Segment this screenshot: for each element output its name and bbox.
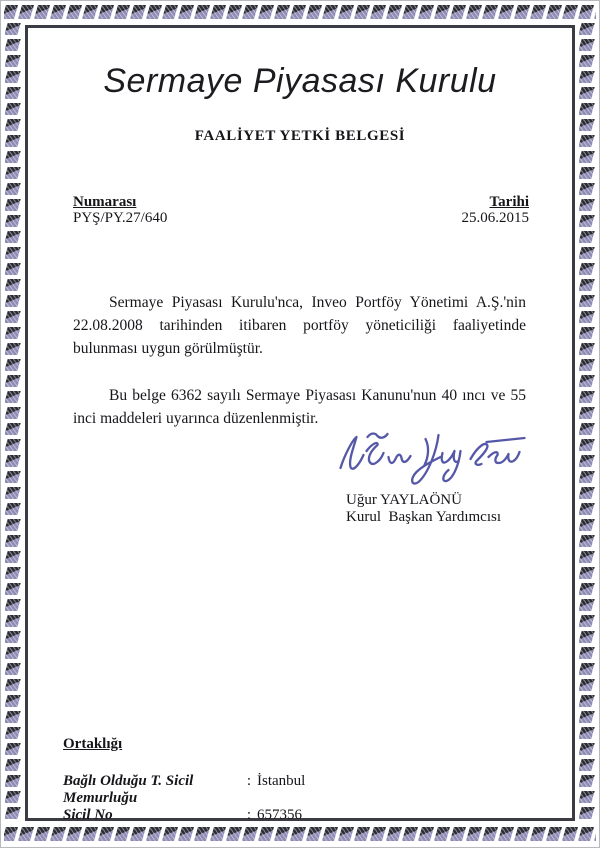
border-tile — [579, 567, 595, 579]
border-tile — [50, 5, 66, 19]
border-tile — [579, 215, 595, 227]
date-label: Tarihi — [489, 194, 529, 210]
border-tile — [274, 5, 290, 19]
border-tile — [5, 807, 21, 819]
border-tiles-right — [579, 23, 595, 823]
border-tile — [579, 695, 595, 707]
border-tile — [5, 391, 21, 403]
border-tile — [579, 599, 595, 611]
border-tile — [338, 5, 354, 19]
signer-title: Kurul Başkan Yardımcısı — [346, 509, 501, 525]
border-tile — [579, 375, 595, 387]
border-tile — [579, 503, 595, 515]
border-tile — [258, 827, 274, 841]
border-tile — [5, 135, 21, 147]
registry-number-row — [63, 807, 532, 824]
footer-block — [63, 736, 532, 824]
border-tile — [354, 5, 370, 19]
border-tile — [579, 663, 595, 675]
paragraph-legal-basis: Bu belge 6362 sayılı Sermaye Piyasası Kanunu'nun 40 ıncı ve 55 inci maddeleri uyarınca düzenlenmiştir. — [73, 387, 526, 427]
border-tile — [579, 407, 595, 419]
border-tile — [226, 827, 242, 841]
number-value: PYŞ/PY.27/640 — [73, 210, 168, 226]
border-tile — [579, 183, 595, 195]
border-tile — [579, 247, 595, 259]
border-tile — [579, 311, 595, 323]
border-tile — [579, 71, 595, 83]
border-tile — [5, 247, 21, 259]
border-tile — [5, 327, 21, 339]
border-tile — [562, 5, 578, 19]
border-tile — [5, 439, 21, 451]
registry-office-label: Bağlı Olduğu T. Sicil Memurluğu — [63, 773, 194, 806]
border-tile — [579, 343, 595, 355]
border-tile — [579, 791, 595, 803]
border-tile — [579, 615, 595, 627]
border-tile — [242, 827, 258, 841]
border-tile — [402, 5, 418, 19]
border-tile — [579, 55, 595, 67]
border-tile — [579, 23, 595, 35]
border-tile — [114, 5, 130, 19]
border-tile — [579, 551, 595, 563]
border-tile — [370, 5, 386, 19]
border-tile — [306, 827, 322, 841]
border-tile — [579, 775, 595, 787]
handwritten-signature — [328, 428, 533, 490]
border-tile — [579, 583, 595, 595]
registry-number-separator: : — [246, 807, 252, 823]
border-tile — [546, 827, 562, 841]
border-tile — [5, 743, 21, 755]
border-tile — [579, 359, 595, 371]
border-tile — [579, 263, 595, 275]
border-tile — [5, 343, 21, 355]
border-tile — [5, 535, 21, 547]
border-tile — [530, 5, 546, 19]
border-tile — [579, 679, 595, 691]
registry-office-value: İstanbul — [257, 773, 306, 789]
date-block — [462, 195, 530, 225]
border-tile — [5, 263, 21, 275]
border-tile — [579, 103, 595, 115]
border-tile — [34, 827, 50, 841]
border-tile — [562, 827, 578, 841]
border-tile — [579, 199, 595, 211]
border-tiles-left — [5, 23, 21, 823]
border-tile — [4, 5, 18, 19]
border-tile — [579, 743, 595, 755]
border-tile — [579, 487, 595, 499]
border-tile — [5, 711, 21, 723]
border-tile — [5, 647, 21, 659]
border-tile — [18, 827, 34, 841]
border-tile — [210, 827, 226, 841]
border-tile — [5, 231, 21, 243]
border-tile — [579, 519, 595, 531]
border-tile — [579, 471, 595, 483]
border-tile — [242, 5, 258, 19]
border-tile — [5, 23, 21, 35]
number-label: Numarası — [73, 194, 137, 210]
footer-heading: Ortaklığı — [63, 736, 123, 752]
border-tile — [130, 5, 146, 19]
border-tile — [578, 827, 594, 841]
border-tile — [386, 827, 402, 841]
border-tile — [66, 5, 82, 19]
border-tile — [5, 295, 21, 307]
border-tile — [306, 5, 322, 19]
border-tile — [579, 439, 595, 451]
border-tile — [322, 827, 338, 841]
border-tile — [450, 5, 466, 19]
border-tile — [82, 827, 98, 841]
border-tile — [5, 215, 21, 227]
border-tile — [579, 711, 595, 723]
border-tile — [514, 827, 530, 841]
border-tile — [579, 647, 595, 659]
border-tile — [290, 5, 306, 19]
border-tile — [579, 167, 595, 179]
border-tile — [466, 827, 482, 841]
border-tile — [210, 5, 226, 19]
border-tile — [5, 583, 21, 595]
border-tile — [498, 827, 514, 841]
registry-number-value: 657356 — [257, 807, 302, 823]
border-tile — [5, 375, 21, 387]
border-tile — [5, 631, 21, 643]
paragraph-authorization: Sermaye Piyasası Kurulu'nca, Inveo Portföy Yönetimi A.Ş.'nin 22.08.2008 tarihinden itibaren portföy yöneticiliği faaliyetinde bulunması uygun görülmüştür. — [73, 294, 526, 357]
body-text — [73, 291, 526, 430]
border-tile — [194, 5, 210, 19]
border-tile — [5, 791, 21, 803]
document-content — [28, 28, 572, 823]
border-tile — [579, 87, 595, 99]
border-tile — [5, 87, 21, 99]
border-tile — [258, 5, 274, 19]
border-tile — [579, 231, 595, 243]
border-tile — [5, 679, 21, 691]
border-tile — [162, 5, 178, 19]
border-tile — [498, 5, 514, 19]
border-tile — [5, 183, 21, 195]
border-tile — [418, 827, 434, 841]
border-tile — [5, 103, 21, 115]
border-tile — [434, 827, 450, 841]
border-tile — [370, 827, 386, 841]
border-tile — [579, 807, 595, 819]
border-tile — [5, 311, 21, 323]
border-tile — [482, 5, 498, 19]
border-tile — [5, 359, 21, 371]
border-tile — [146, 5, 162, 19]
border-tile — [5, 615, 21, 627]
meta-row — [73, 195, 529, 225]
border-tile — [82, 5, 98, 19]
border-tile — [579, 135, 595, 147]
registry-number-label: Sicil No — [63, 807, 113, 823]
border-tile — [178, 827, 194, 841]
border-tile — [482, 827, 498, 841]
border-tile — [5, 487, 21, 499]
border-tile — [579, 423, 595, 435]
border-tile — [5, 727, 21, 739]
border-tile — [450, 827, 466, 841]
border-tile — [5, 151, 21, 163]
border-tile — [5, 567, 21, 579]
border-tile — [594, 827, 596, 841]
border-tiles-top — [4, 4, 596, 21]
border-tile — [322, 5, 338, 19]
border-tile — [5, 663, 21, 675]
border-tile — [5, 407, 21, 419]
border-tile — [5, 471, 21, 483]
border-tile — [194, 827, 210, 841]
document-subtitle: FAALİYET YETKİ BELGESİ — [194, 128, 406, 144]
border-tile — [466, 5, 482, 19]
signer-name: Uğur YAYLAÖNÜ — [346, 492, 462, 508]
border-tile — [66, 827, 82, 841]
border-tile — [402, 827, 418, 841]
registry-office-separator: : — [246, 773, 252, 789]
border-tile — [579, 455, 595, 467]
border-tile — [146, 827, 162, 841]
border-tile — [594, 5, 596, 19]
border-tile — [354, 827, 370, 841]
border-tile — [579, 151, 595, 163]
border-tile — [418, 5, 434, 19]
border-tile — [5, 551, 21, 563]
border-tile — [178, 5, 194, 19]
border-tile — [579, 759, 595, 771]
border-tile — [5, 775, 21, 787]
border-tile — [386, 5, 402, 19]
border-tile — [530, 827, 546, 841]
border-tile — [578, 5, 594, 19]
border-tile — [579, 631, 595, 643]
border-tiles-bottom — [4, 826, 596, 843]
date-value: 25.06.2015 — [461, 210, 529, 226]
border-tile — [434, 5, 450, 19]
border-tile — [5, 39, 21, 51]
border-tile — [226, 5, 242, 19]
border-tile — [5, 55, 21, 67]
signature-block — [332, 428, 550, 526]
border-tile — [579, 327, 595, 339]
border-tile — [5, 455, 21, 467]
border-tile — [579, 279, 595, 291]
border-tile — [98, 5, 114, 19]
border-tile — [50, 827, 66, 841]
border-tile — [34, 5, 50, 19]
number-block — [73, 195, 167, 225]
border-tile — [579, 535, 595, 547]
border-tile — [5, 519, 21, 531]
border-tile — [130, 827, 146, 841]
border-tile — [5, 199, 21, 211]
border-tile — [5, 695, 21, 707]
border-tile — [98, 827, 114, 841]
border-tile — [5, 503, 21, 515]
border-tile — [162, 827, 178, 841]
border-tile — [5, 279, 21, 291]
border-tile — [114, 827, 130, 841]
border-tile — [579, 119, 595, 131]
border-tile — [514, 5, 530, 19]
border-tile — [579, 39, 595, 51]
border-tile — [338, 827, 354, 841]
border-tile — [5, 167, 21, 179]
border-tile — [5, 759, 21, 771]
page-title: Sermaye Piyasası Kurulu — [103, 62, 497, 100]
border-tile — [579, 727, 595, 739]
border-tile — [546, 5, 562, 19]
border-tile — [4, 827, 18, 841]
border-tile — [5, 71, 21, 83]
border-tile — [5, 423, 21, 435]
border-tile — [5, 119, 21, 131]
registry-office-row — [63, 773, 532, 807]
border-tile — [274, 827, 290, 841]
border-tile — [18, 5, 34, 19]
border-tile — [5, 599, 21, 611]
border-tile — [579, 295, 595, 307]
border-tile — [579, 391, 595, 403]
border-tile — [290, 827, 306, 841]
